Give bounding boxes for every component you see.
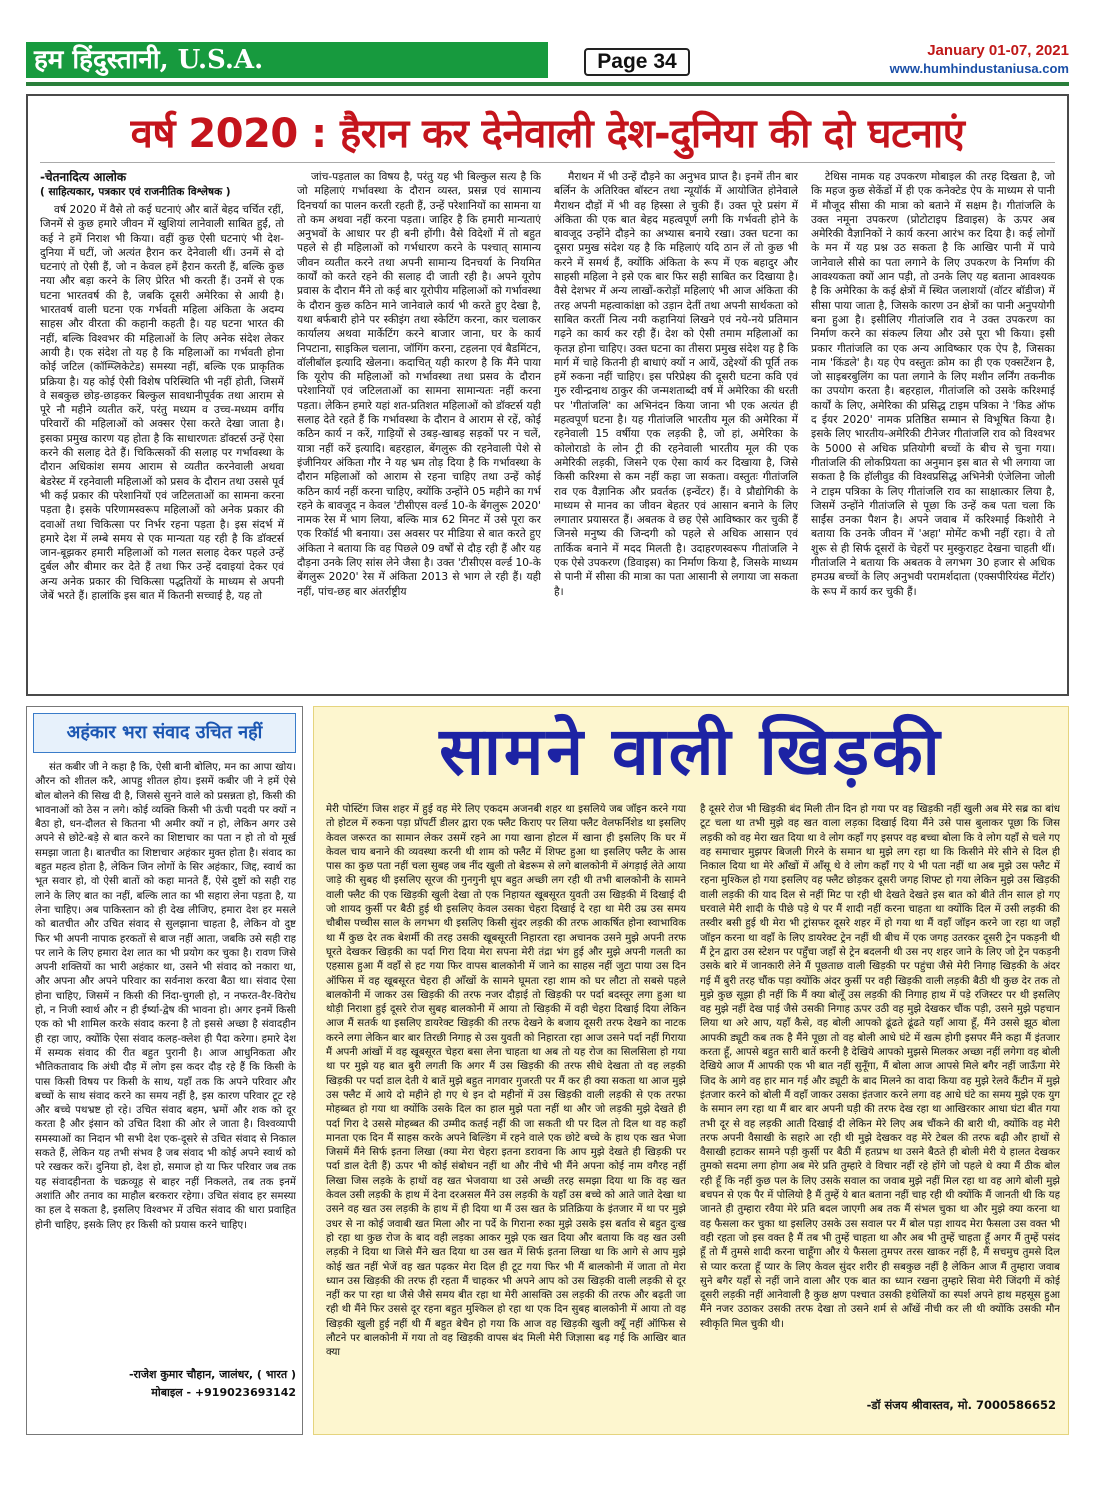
- sidebar-body: [35, 761, 296, 1361]
- sidebar-signature: -राजेश कुमार चौहान, जालंधर, ( भारत ): [128, 1368, 296, 1381]
- paper-name: हम हिंदुस्तानी, U.S.A.: [26, 42, 548, 78]
- page-number: Page 34: [584, 48, 690, 76]
- story-signature: -डॉ संजय श्रीवास्तव, मो. 7000586652: [866, 1398, 1056, 1412]
- article-text: जांच-पड़ताल का विषय है, परंतु यह भी बिल्कुल सत्य है कि जो महिलाएं गर्भावस्था के दौरान व्यस्त, प्रसन्न एवं सामान्य दिनचर्या का पालन करती रहती हैं, उन्हें परेशानियों का सामना या तो कम अथवा नहीं करना पड़ता। जाहिर है कि हमारी मान्यताएं अनुभवों के आधार पर ही बनी होंगी। वैसे विदेशों में तो बहुत पहले से ही महिलाओं को गर्भधारण करने के पश्चात् सामान्य जीवन व्यतीत करने तथा अपनी सामान्य दिनचर्या के नियमित कार्यों को करते रहने की सलाह दी जाती रही है। अपने यूरोप प्रवास के दौरान मैंने तो कई बार यूरोपीय महिलाओं को गर्भावस्था के दौरान कुछ कठिन माने जानेवाले कार्य भी करते हुए देखा है, यथा बर्फबारी होने पर स्कीइंग तथा स्केटिंग करना, कार चलाकर कार्यालय अथवा मार्केटिंग करने बाजार जाना, घर के कार्य निपटाना, साइकिल चलाना, जॉगिंग करना, टहलना एवं बैडमिंटन, वॉलीबॉल इत्यादि खेलना। कदाचित् यही कारण है कि मैंने पाया कि यूरोप की महिलाओं को गर्भावस्था तथा प्रसव के दौरान परेशानियों एवं जटिलताओं का सामना सामान्यतः नहीं करना पड़ता। लेकिन हमारे यहां शत-प्रतिशत महिलाओं को डॉक्टर्स यही सलाह देते रहते हैं कि गर्भावस्था के दौरान वे आराम से रहें, कोई कठिन कार्य न करें, गाड़ियों से उबड़-खाबड़ सड़कों पर न चलें, यात्रा नहीं करें इत्यादि। बहरहाल, बेंगलुरू की रहनेवाली पेशे से इंजीनियर अंकिता गौर ने यह भ्रम तोड़ दिया है कि गर्भावस्था के दौरान महिलाओं को आराम से रहना चाहिए तथा उन्हें कोई कठिन कार्य नहीं करना चाहिए, क्योंकि उन्होंने 05 महीने का गर्भ रहने के बावजूद न केवल 'टीसीएस वर्ल्ड 10-के बेंगलुरू 2020' नामक रेस में भाग लिया, बल्कि मात्र 62 मिनट में उसे पूरा कर एक रिकॉर्ड भी बनाया। उस अवसर पर मीडिया से बात करते हुए अंकिता ने बताया कि वह पिछले 09 वर्षों से दौड़ रही हैं और यह दौड़ना उनके लिए सांस लेने जैसा है। उक्त 'टीसीएस वर्ल्ड 10-के बेंगलुरू 2020' रेस में अंकिता 2013 से भाग ले रही हैं। यही नहीं, पांच-छह बार अंतर्राष्ट्रीय: [297, 171, 541, 598]
- author-name: -चेतनादित्य आलोक: [40, 170, 127, 184]
- article-text: वर्ष 2020 में वैसे तो कई घटनाएं और बातें बेहद चर्चित रहीं, जिनमें से कुछ हमारे जीवन में खुशियां लानेवाली साबित हुईं, तो कई ने हमें निराश भी किया। वहीं कुछ ऐसी घटनाएं भी देश-दुनिया में घटीं, जो अत्यंत हैरान कर देनेवाली थीं। उनमें से दो घटनाएं तो ऐसी हैं, जो न केवल हमें हैरान करती हैं, बल्कि कुछ नया और बड़ा करने के लिए प्रेरित भी करती हैं। उनमें से एक घटना भारतवर्ष की है, जबकि दूसरी अमेरिका से आयी है। भारतवर्ष वाली घटना एक गर्भवती महिला अंकिता के अदम्य साहस और वीरता की कहानी कहती है। यह घटना भारत की नहीं, बल्कि विश्वभर की महिलाओं के लिए अनेक संदेश लेकर आयी है। एक संदेश तो यह है कि महिलाओं का गर्भवती होना कोई जटिल (कॉम्प्लिकेटेड) समस्या नहीं, बल्कि एक प्राकृतिक प्रक्रिया है। यह कोई ऐसी विशेष परिस्थिति भी नहीं होती, जिसमें वे सबकुछ छोड़-छाड़कर बिल्कुल सावधानीपूर्वक तथा आराम से पूरे नौ महीने व्यतीत करें, परंतु मध्यम व उच्च-मध्यम वर्गीय परिवारों की महिलाओं को अक्सर ऐसा करते देखा जाता है। इसका प्रमुख कारण यह होता है कि साधारणतः डॉक्टर्स उन्हें ऐसा करने की सलाह देते हैं। चिकित्सकों की सलाह पर गर्भावस्था के दौरान अधिकांश समय आराम से व्यतीत करनेवाली अथवा बेडरेस्ट में रहनेवाली महिलाओं को प्रसव के दौरान तथा उससे पूर्व भी कई प्रकार की परेशानियों एवं जटिलताओं का सामना करना पड़ता है। इसके परिणामस्वरूप महिलाओं को अनेक प्रकार की दवाओं तथा चिकित्सा पर निर्भर रहना पड़ता है। इस संदर्भ में हमारे देश में लम्बे समय से एक मान्यता यह रही है कि डॉक्टर्स जान-बूझकर हमारी महिलाओं को गलत सलाह देकर पहले उन्हें दुर्बल और बीमार कर देते हैं तथा फिर उन्हें दवाइयां देकर एवं अन्य अनेक प्रकार की चिकित्सा पद्धतियों के माध्यम से अपनी जेबें भरते हैं। हालांकि इस बात में कितनी सच्चाई है, यह तो: [40, 204, 284, 603]
- sidebar-heading: अहंकार भरा संवाद उचित नहीं: [33, 713, 296, 753]
- story-column-2: [700, 803, 1060, 1389]
- article-column-3: [554, 170, 798, 690]
- article-text: मैराथन में भी उन्हें दौड़ने का अनुभव प्राप्त है। इनमें तीन बार बर्लिन के अतिरिक्त बॉस्टन तथा न्यूयॉर्क में आयोजित होनेवाले मैराथन दौड़ों में भी वह हिस्सा ले चुकी हैं। उक्त पूरे प्रसंग में अंकिता की एक बात बेहद महत्वपूर्ण लगी कि गर्भवती होने के बावजूद उन्होंने दौड़ने का अभ्यास बनाये रखा। उक्त घटना का दूसरा प्रमुख संदेश यह है कि महिलाएं यदि ठान लें तो कुछ भी करने में समर्थ हैं, क्योंकि अंकिता के रूप में एक बहादुर और साहसी महिला ने इसे एक बार फिर सही साबित कर दिखाया है। वैसे देशभर में अन्य लाखों-करोड़ों महिलाएं भी आज अंकिता की तरह अपनी महत्वाकांक्षा को उड़ान देतीं तथा अपनी सार्थकता को साबित करतीं नित्य नयी कहानियां लिखने एवं नये-नये प्रतिमान गढ़ने का कार्य कर रही हैं। देश को ऐसी तमाम महिलाओं का कृतज्ञ होना चाहिए। उक्त घटना का तीसरा प्रमुख संदेश यह है कि मार्ग में चाहे कितनी ही बाधाएं क्यों न आयें, उद्देश्यों की पूर्ति तक हमें रुकना नहीं चाहिए। इस परिप्रेक्ष्य की दूसरी घटना कवि एवं गुरु रवीन्द्रनाथ ठाकुर की जन्मशताब्दी वर्ष में अमेरिका की धरती पर 'गीतांजलि' का अभिनंदन किया जाना भी एक अत्यंत ही महत्वपूर्ण घटना है। यह गीतांजलि भारतीय मूल की अमेरिका में रहनेवाली 15 वर्षीया एक लड़की है, जो हां, अमेरिका के कोलोराडो के लोन ट्री की रहनेवाली भारतीय मूल की एक अमेरिकी लड़की, जिसने एक ऐसा कार्य कर दिखाया है, जिसे किसी करिश्मा से कम नहीं कहा जा सकता। वस्तुतः गीतांजलि राव एक वैज्ञानिक और प्रवर्तक (इन्वेंटर) हैं। वे प्रौद्योगिकी के माध्यम से मानव का जीवन बेहतर एवं आसान बनाने के लिए लगातार प्रयासरत हैं। अबतक वे छह ऐसे आविष्कार कर चुकी हैं जिनसे मनुष्य की जिन्दगी को पहले से अधिक आसान एवं तार्किक बनाने में मदद मिलती है। उदाहरणस्वरूप गीतांजलि ने एक ऐसे उपकरण (डिवाइस) का निर्माण किया है, जिसके माध्यम से पानी में सीसा की मात्रा का पता आसानी से लगाया जा सकता है।: [554, 171, 798, 598]
- article-columns: [40, 170, 1055, 690]
- story-title: सामने वाली खिड़की: [439, 713, 943, 790]
- website-link[interactable]: www.humhindustaniusa.com: [889, 61, 1069, 76]
- article-column-2: [297, 170, 541, 690]
- article-column-4: [811, 170, 1055, 690]
- author-role: ( साहित्यकार, पत्रकार एवं राजनीतिक विश्लेषक ): [40, 186, 231, 198]
- story-text: है दूसरे रोज भी खिड़की बंद मिली तीन दिन हो गया पर वह खिड़की नहीं खुली अब मेरे सब्र का बांध टूट चला था तभी मुझे वह खत वाला लड़का दिखाई दिया मैंने उसे पास बुलाकर पूछा कि जिस लड़की को वह मेरा खत दिया था वे लोग कहाँ गए इसपर वह बच्चा बोला कि वे लोग यहाँ से चले गए वह समाचार मुझपर बिजली गिरने के समान था मुझे लग रहा था कि किसीने मेरे सीने से दिल ही निकाल दिया था मेरे आँखों में आँसू थे वे लोग कहाँ गए ये भी पता नहीं था अब मुझे उस फ्लैट में रहना मुश्किल हो गया इसलिए वह फ्लैट छोड़कर दूसरी जगह शिफ्ट हो गया लेकिन मुझे उस खिड़की वाली लड़की की याद दिल से नहीं मिट पा रही थी देखते देखते इस बात को बीते तीन साल हो गए घरवाले मेरी शादी के पीछे पड़े थे पर मैं शादी नहीं करना चाहता था क्योंकि दिल में उसी लड़की की तस्वीर बसी हुई थी मेरा भी ट्रांसफर दूसरे शहर में हो गया था मैं वहाँ जॉइन करने जा रहा था जहाँ जॉइन करना था वहाँ के लिए डायरेक्ट ट्रेन नहीं थी बीच में एक जगह उतरकर दूसरी ट्रेन पकड़नी थी मैं ट्रेन द्वारा उस स्टेशन पर पहुँचा जहाँ से ट्रेन बदलनी थी उस नए शहर जाने के लिए जो ट्रेन पकड़नी उसके बारे में जानकारी लेने मैं पूछताछ वाली खिड़की पर पहुंचा जैसे मेरी निगाह खिड़की के अंदर गई मैं बुरी तरह चौंक पड़ा क्योंकि अंदर कुर्सी पर वही खिड़की वाली लड़की बैठी थी कुछ देर तक तो मुझे कुछ सूझा ही नहीं कि मैं क्या बोलूँ उस लड़की की निगाह हाथ में पड़े रजिस्टर पर थी इसलिए वह मुझे नहीं देख पाई जैसे उसकी निगाह ऊपर उठी वह मुझे देखकर चौंक पड़ी, उसने मुझे पहचान लिया था अरे आप, यहाँ कैसे, वह बोली आपको ढूंढते ढूंढते यहाँ आया हूँ, मैंने उससे झूठ बोला आपकी ड्यूटी कब तक है मैंने पूछा तो वह बोली आधे घंटे में खत्म होगी इसपर मैंने कहा मैं इंतजार करता हूँ, आपसे बहुत सारी बातें करनी है देखिये आपको मुझसे मिलकर अच्छा नहीं लगेगा वह बोली देखिये आज मैं आपकी एक भी बात नहीं सुनूँगा, मैं बोला आज आपसे मिले बगैर नहीं जाऊँगा मेरे जिद के आगे वह हार मान गई और ड्यूटी के बाद मिलने का वादा किया वह मुझे रेलवे कैंटीन में मुझे इंतजार करने को बोली मैं वहाँ जाकर उसका इंतजार करने लगा वह आधे घंटे का समय मुझे एक युग के समान लग रहा था मैं बार बार अपनी घड़ी की तरफ देख रहा था आखिरकार आधा घंटा बीत गया तभी दूर से वह लड़की आती दिखाई दी लेकिन मेरे लिए अब चौंकने की बारी थी, क्योंकि वह मेरी तरफ अपनी वैसाखी के सहारे आ रही थी मुझे देखकर वह मेरे टेबल की तरफ बढ़ी और हाथों से वैसाखी हटाकर सामने पड़ी कुर्सी पर बैठी मैं हतप्रभ था उसने बैठते ही बोली मेरी ये हालत देखकर तुमको सदमा लगा होगा अब मेरे प्रति तुम्हारे वे विचार नहीं रहे होंगे जो पहले थे क्या मैं ठीक बोल रही हूँ कि नहीं कुछ पल के लिए उसके सवाल का जवाब मुझे नहीं मिल रहा था वह आगे बोली मुझे बचपन से एक पैर में पोलियो है मैं तुम्हें ये बात बताना नहीं चाह रही थी क्योंकि मैं जानती थी कि यह जानते ही तुम्हारा रवैया मेरे प्रति बदल जाएगी अब तक मैं संभल चुका था और मुझे क्या करना था वह फैसला कर चुका था इसलिए उसके उस सवाल पर मैं बोल पड़ा शायद मेरा फैसला उस वक्त भी वही रहता जो इस वक्त है मैं तब भी तुम्हें चाहता था और अब भी तुम्हें चाहता हूँ अगर मैं तुम्हें पसंद हूँ तो मैं तुमसे शादी करना चाहूँगा और ये फैसला तुमपर तरस खाकर नहीं है, मैं सचमुच तुमसे दिल से प्यार करता हूँ प्यार के लिए केवल सुंदर शरीर ही सबकुछ नहीं है लेकिन आज मैं तुम्हारा जवाब सुने बगैर यहाँ से नहीं जाने वाला और एक बात का ध्यान रखना तुम्हारे सिवा मेरी जिंदगी में कोई दूसरी लड़की नहीं आनेवाली है कुछ क्षण पश्चात उसकी हथेलियों का स्पर्श अपने हाथ महसूस हुआ मैंने नजर उठाकर उसकी तरफ देखा तो उसने शर्म से आँखें नीची कर ली थी क्योंकि उसकी मौन स्वीकृति मिल चुकी थी।: [700, 804, 1060, 1330]
- sidebar-phone: मोबाइल - +919023693142: [151, 1386, 296, 1399]
- story-columns: [326, 803, 1060, 1389]
- story-box: [313, 706, 1069, 1435]
- story-column-1: [326, 803, 686, 1389]
- headline-divider: [40, 162, 1055, 163]
- story-text: मेरी पोस्टिंग जिस शहर में हुई वह मेरे लिए एकदम अजनबी शहर था इसलिये जब जॉइन करने गया तो होटल में रुकना पड़ा प्रॉपर्टी डीलर द्वारा एक फ्लैट किराए पर लिया फ्लैट वेलफर्निशेड था इसलिए केवल जरूरत का सामान लेकर उसमें रहने आ गया खाना होटल में खाना ही इसलिए कि घर में केवल चाय बनाने की व्यवस्था करनी थी शाम को फ्लैट में शिफ्ट हुआ था इसलिए फ्लैट के आस पास का कुछ पता नहीं चला सुबह जब नींद खुली तो बेडरूम से लगे बालकोनी में अंगड़ाई लेते आया जाड़े की सुबह थी इसलिए सूरज की गुनगुनी धूप बहुत अच्छी लग रही थी तभी बालकोनी के सामने वाली फ्लैट की एक खिड़की खुली देखा तो एक निहायत खूबसूरत युवती उस खिड़की में दिखाई दी जो शायद कुर्सी पर बैठी हुई थी इसलिए केवल उसका चेहरा दिखाई दे रहा था मेरी उम्र उस समय चौबीस पच्चीस साल के लगभग थी इसलिए किसी सुंदर लड़की की तरफ आकर्षित होना स्वाभाविक था मैं कुछ देर तक बेशर्मी की तरह उसकी खूबसूरती निहारता रहा अचानक उसने मुझे अपनी तरफ घूरते देखकर खिड़की का पर्दा गिरा दिया मेरा सपना मेरी तंद्रा भंग हुई और मुझे अपनी गलती का एहसास हुआ मैं वहाँ से हट गया फिर वापस बालकोनी में जाने का साहस नहीं जुटा पाया उस दिन ऑफिस में वह खूबसूरत चेहरा ही आँखों के सामने घूमता रहा शाम को घर लौटा तो सबसे पहले बालकोनी में जाकर उस खिड़की की तरफ नजर दौड़ाई तो खिड़की पर पर्दा बदस्तूर लगा हुआ था थोड़ी निराशा हुई दूसरे रोज सुबह बालकोनी में आया तो खिड़की में वही चेहरा दिखाई दिया लेकिन आज मैं सतर्क था इसलिए डायरेक्ट खिड़की की तरफ देखने के बजाय दूसरी तरफ देखने का नाटक करने लगा लेकिन बार बार तिरछी निगाह से उस युवती को निहारता रहा आज उसने पर्दा नहीं गिराया मैं अपनी आंखों में वह खूबसूरत चेहरा बसा लेना चाहता था अब तो यह रोज का सिलसिला हो गया था पर मुझे यह बात बुरी लगती कि अगर मैं उस खिड़की की तरफ सीधे देखता तो वह लड़की खिड़की पर पर्दा डाल देती ये बातें मुझे बहुत नागवार गुजरती पर मैं कर ही क्या सकता था आज मुझे उस फ्लैट में आये दो महीने हो गए थे इन दो महीनों में उस खिड़की वाली लड़की से एक तरफा मोहब्बत हो गया था क्योंकि उसके दिल का हाल मुझे पता नहीं था और जो लड़की मुझे देखते ही पर्दा गिरा दे उससे मोहब्बत की उम्मीद कतई नहीं की जा सकती थी पर दिल तो दिल था वह कहाँ मानता एक दिन मैं साहस करके अपने बिल्डिंग में रहने वाले एक छोटे बच्चे के हाथ एक खत भेजा जिसमें मैंने सिर्फ इतना लिखा (क्या मेरा चेहरा इतना डरावना कि आप मुझे देखते ही खिड़की पर पर्दा डाल देती हैं) ऊपर भी कोई संबोधन नहीं था और नीचे भी मैंने अपना कोई नाम वगैरह नहीं लिखा जिस लड़के के हाथों वह खत भेजवाया था उसे अच्छी तरह समझा दिया था कि वह खत केवल उसी लड़की के हाथ में देना दरअसल मैंने उस लड़की के यहाँ उस बच्चे को आते जाते देखा था उसने वह खत उस लड़की के हाथ में ही दिया था मैं उस खत के प्रतिक्रिया के इंतजार में था पर मुझे उधर से ना कोई जवाबी खत मिला और ना पर्दे के गिराना रुका मुझे उसके इस बर्ताव से बहुत दुःख हो रहा था कुछ रोज के बाद वही लड़का आकर मुझे एक खत दिया और बताया कि वह खत उसी लड़की ने दिया था जिसे मैंने खत दिया था उस खत में सिर्फ इतना लिखा था कि आगे से आप मुझे कोई खत नहीं भेजें वह खत पढ़कर मेरा दिल ही टूट गया फिर भी मैं बालकोनी में जाता तो मेरा ध्यान उस खिड़की की तरफ ही रहता मैं चाहकर भी अपने आप को उस खिड़की वाली लड़की से दूर नहीं कर पा रहा था जैसे जैसे समय बीत रहा था मेरी आसक्ति उस लड़की की तरफ और बढ़ती जा रही थी मैंने फिर उससे दूर रहना बहुत मुश्किल हो रहा था एक दिन सुबह बालकोनी में आया तो वह खिड़की खुली हुई नहीं थी मैं बहुत बेचैन हो गया कि आज वह खिड़की खुली क्यूँ नहीं ऑफिस से लौटने पर बालकोनी में गया तो वह खिड़की वापस बंद मिली मेरी जिज्ञासा बढ़ गई कि आखिर बात क्या: [326, 804, 686, 1359]
- masthead-rule: [26, 82, 1069, 86]
- article-headline: वर्ष 2020 : हैरान कर देनेवाली देश-दुनिया की दो घटनाएं: [130, 111, 965, 157]
- issue-date: January 01-07, 2021: [927, 42, 1069, 59]
- article-box: [26, 94, 1069, 696]
- article-text: टेथिस नामक यह उपकरण मोबाइल की तरह दिखता है, जो कि महज कुछ सेकेंडों में ही एक कनेक्टेड ऐप के माध्यम से पानी में मौजूद सीसा की मात्रा को बताने में सक्षम है। गीतांजलि के उक्त नमूना उपकरण (प्रोटोटाइप डिवाइस) के ऊपर अब अमेरिकी वैज्ञानिकों ने कार्य करना आरंभ कर दिया है। कई लोगों के मन में यह प्रश्न उठ सकता है कि आखिर पानी में पाये जानेवाले सीसे का पता लगाने के लिए उपकरण के निर्माण की आवश्यकता क्यों आन पड़ी, तो उनके लिए यह बताना आवश्यक है कि अमेरिका के कई क्षेत्रों में स्थित जलाशयों (वॉटर बॉडीज) में सीसा पाया जाता है, जिसके कारण उन क्षेत्रों का पानी अनुपयोगी बना हुआ है। इसीलिए गीतांजलि राव ने उक्त उपकरण का निर्माण करने का संकल्प लिया और उसे पूरा भी किया। इसी प्रकार गीतांजलि का एक अन्य आविष्कार एक ऐप है, जिसका नाम 'किंडले' है। यह ऐप वस्तुतः क्रोम का ही एक एक्सटेंशन है, जो साइबरबुलिंग का पता लगाने के लिए मशीन लर्निंग तकनीक का उपयोग करता है। बहरहाल, गीतांजलि को उसके करिश्माई कार्यों के लिए, अमेरिका की प्रसिद्ध टाइम पत्रिका ने 'किड ऑफ द ईयर 2020' नामक प्रतिष्ठित सम्मान से विभूषित किया है। इसके लिए भारतीय-अमेरिकी टीनेजर गीतांजलि राव को विश्वभर के 5000 से अधिक प्रतियोगी बच्चों के बीच से चुना गया। गीतांजलि की लोकप्रियता का अनुमान इस बात से भी लगाया जा सकता है कि हॉलीवुड की विश्वप्रसिद्ध अभिनेत्री एंजेलिना जोली ने टाइम पत्रिका के लिए गीतांजलि राव का साक्षात्कार लिया है, जिसमें उन्होंने गीतांजलि से पूछा कि उन्हें कब पता चला कि साईंस उनका पैशन है। अपने जवाब में करिश्माई किशोरी ने बताया कि उनके जीवन में 'अहा' मोमेंट कभी नहीं रहा। वे तो शुरू से ही सिर्फ दूसरों के चेहरों पर मुस्कुराहट देखना चाहती थीं। गीतांजलि ने बताया कि अबतक वे लगभग 30 हजार से अधिक हमउम्र बच्चों के लिए अनुभवी परामर्शदाता (एक्सपीरियंस्ड मेंटॉर) के रूप में कार्य कर चुकी हैं।: [811, 171, 1055, 598]
- article-column-1: [40, 170, 284, 690]
- masthead: [26, 42, 1069, 80]
- sidebar-article: [26, 706, 303, 1435]
- sidebar-text: संत कबीर जी ने कहा है कि, ऐसी बानी बोलिए, मन का आपा खोय। औरन को शीतल करै, आपहु शीतल होय। इसमें कबीर जी ने हमें ऐसे बोल बोलने की सिख दी है, जिससे सुनने वाले को प्रसन्नता हो, किसी की भावनाओं को ठेस न लगे। कोई व्यक्ति किसी भी ऊंची पदवी पर क्यों न बैठा हो, धन-दौलत से कितना भी अमीर क्यों न हो, लेकिन अगर उसे अपने से छोटे-बड़े से बात करने का शिष्टाचार का पता न हो तो वो मूर्ख समझा जाता है। बातचीत का शिष्टाचार अहंकार मुक्त होता है। संवाद का बहुत महत्व होता है, लेकिन जिन लोगों के सिर अहंकार, जिद्द, स्वार्थ का भूत सवार हो, वो ऐसी बातों को कहा मानते हैं, ऐसे दुष्टों को सही राह लाने के लिए बात का नहीं, बल्कि लात का भी सहारा लेना पड़ता है, या लेना चाहिए। अब पाकिस्तान को ही देख लीजिए, हमारा देश हर मसले को बातचीत और उचित संवाद से सुलझाना चाहता है, लेकिन वो दुष्ट फिर भी अपनी नापाक हरकतों से बाज नहीं आता, जबकि उसे सही राह पर लाने के लिए हमारा देश लात का भी प्रयोग कर चुका है। रावण जिसे अपनी शक्तियों का भारी अहंकार था, उसने भी संवाद को नकारा था, और अपना और अपने परिवार का सर्वनाश करवा बैठा था। संवाद ऐसा होना चाहिए, जिसमें न किसी की निंदा-चुगली हो, न नफरत-वैर-विरोध हो, न निजी स्वार्थ और न ही ईर्ष्या-द्वेष की भावना हो। अगर इनमें किसी एक को भी शामिल करके संवाद करना है तो इससे अच्छा है संवादहीन ही रहा जाए, क्योंकि ऐसा संवाद कलह-क्लेश ही पैदा करेगा। हमारे देश में सम्यक संवाद की रीत बहुत पुरानी है। आज आधुनिकता और भौतिकतावाद कि अंधी दौड़ में लोग इस कदर दौड़ रहे हैं कि किसी के पास किसी विषय पर किसी के साथ, यहाँ तक कि अपने परिवार और बच्चों के साथ संवाद करने का समय नहीं है, इस कारण परिवार टूट रहे और बच्चे पथभ्रष्ट हो रहे। उचित संवाद बहम, भ्रमों और शक को दूर करता है और इंसान को उचित दिशा की ओर ले जाता है। विश्वव्यापी समस्याओं का निदान भी सभी देश एक-दूसरे से उचित संवाद से निकाल सकते हैं, लेकिन यह तभी संभव है जब संवाद भी कोई अपने स्वार्थ को परे रखकर करें। दुनिया हो, देश हो, समाज हो या फिर परिवार जब तक यह संवादहीनता के चक्रव्यूह से बाहर नहीं निकलते, तब तक इनमें अशांति और तनाव का माहौल बरकरार रहेगा। उचित संवाद हर समस्या का हल दे सकता है, इसलिए विश्वभर में उचित संवाद की धारा प्रवाहित होनी चाहिए, इसके लिए हर किसी को प्रयास करने चाहिए।: [35, 762, 296, 1231]
